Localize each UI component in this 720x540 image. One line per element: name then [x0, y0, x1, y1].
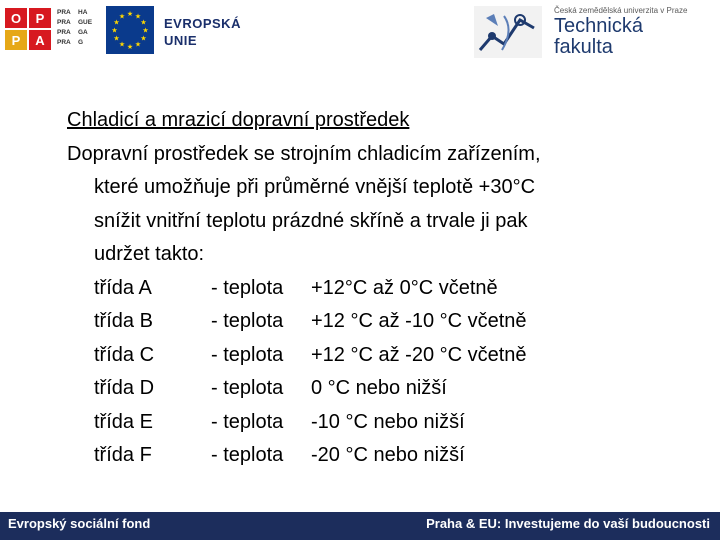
svg-text:★: ★: [111, 26, 118, 35]
svg-text:★: ★: [113, 18, 120, 27]
class-label: - teplota: [211, 276, 284, 299]
class-range: +12 °C až -20 °C včetně: [311, 343, 527, 366]
svg-text:★: ★: [142, 26, 149, 35]
definition-line-3: snížit vnitřní teplotu prázdné skříně a trvale ji pak: [94, 209, 528, 232]
svg-text:★: ★: [140, 34, 147, 43]
class-row-d: [67, 372, 707, 406]
eu-logo: [106, 6, 256, 54]
eu-logo-line1: EVROPSKÁ: [164, 16, 241, 31]
class-name: třída D: [94, 377, 155, 399]
slide-title: Chladicí a mrazicí dopravní prostředek: [67, 109, 410, 131]
class-name: třída A: [94, 276, 152, 299]
class-label: - teplota: [211, 310, 284, 332]
class-name: třída B: [94, 310, 153, 332]
class-name: třída F: [94, 444, 152, 466]
eu-logo-text: [164, 15, 241, 49]
opp-logo: [5, 8, 105, 52]
praha-word: PRA: [57, 29, 71, 36]
praha-word: PRA: [57, 39, 71, 46]
footer-right-text: Praha & EU: Investujeme do vaší budoucnosti: [426, 516, 710, 531]
class-row-b: [67, 305, 707, 339]
opp-letter-p2: P: [5, 30, 27, 50]
definition-line-1: Dopravní prostředek se strojním chladicím zařízením,: [67, 142, 541, 165]
opp-letter-p1: P: [29, 8, 51, 28]
footer-left-text: Evropský sociální fond: [8, 516, 151, 531]
tf-line2: fakulta: [554, 36, 613, 58]
praha-word: GUE: [78, 19, 93, 26]
footer-bar: [0, 512, 720, 540]
class-row-e: [67, 406, 707, 440]
slide-content: [67, 104, 707, 473]
definition-line-4: udržet takto:: [94, 243, 205, 265]
class-label: - teplota: [211, 444, 284, 466]
class-label: - teplota: [211, 410, 284, 433]
class-label: - teplota: [211, 343, 284, 366]
svg-text:★: ★: [140, 18, 147, 27]
tf-university-name: Česká zemědělská univerzita v Praze: [554, 6, 688, 15]
technicka-fakulta-logo: [470, 2, 720, 62]
tf-line1: Technická: [554, 15, 643, 37]
praha-word: PRA: [57, 19, 71, 26]
class-row-a: [67, 272, 707, 306]
svg-text:★: ★: [118, 40, 126, 49]
svg-text:★: ★: [126, 43, 134, 51]
svg-text:★: ★: [118, 12, 126, 21]
praha-word: GA: [78, 29, 88, 36]
class-label: - teplota: [211, 377, 284, 399]
class-range: -20 °C nebo nižší: [311, 444, 465, 466]
class-range: 0 °C nebo nižší: [311, 377, 447, 399]
opp-letter-o: O: [5, 8, 27, 28]
class-range: -10 °C nebo nižší: [311, 410, 465, 433]
definition-line-2: které umožňuje při průměrné vnější teplotě +30°C: [94, 176, 536, 198]
class-row-f: [67, 439, 707, 473]
praha-word: PRA: [57, 9, 71, 16]
svg-text:★: ★: [134, 40, 142, 49]
class-range: +12 °C až -10 °C včetně: [311, 310, 527, 332]
eu-flag-icon: [106, 6, 154, 54]
tf-faculty-name: [554, 16, 643, 58]
class-range: +12°C až 0°C včetně: [311, 276, 498, 299]
class-name: třída C: [94, 343, 155, 366]
opp-letter-grid: [5, 8, 53, 52]
svg-text:★: ★: [113, 34, 120, 43]
eu-logo-line2: UNIE: [164, 33, 198, 48]
opp-praha-text: [57, 8, 99, 52]
class-row-c: [67, 339, 707, 373]
class-name: třída E: [94, 410, 153, 433]
svg-text:★: ★: [126, 10, 134, 18]
praha-word: G: [78, 39, 84, 46]
praha-word: HA: [78, 9, 88, 16]
opp-letter-a: A: [29, 30, 51, 50]
tf-emblem-icon: [474, 6, 542, 58]
svg-text:★: ★: [134, 12, 142, 21]
